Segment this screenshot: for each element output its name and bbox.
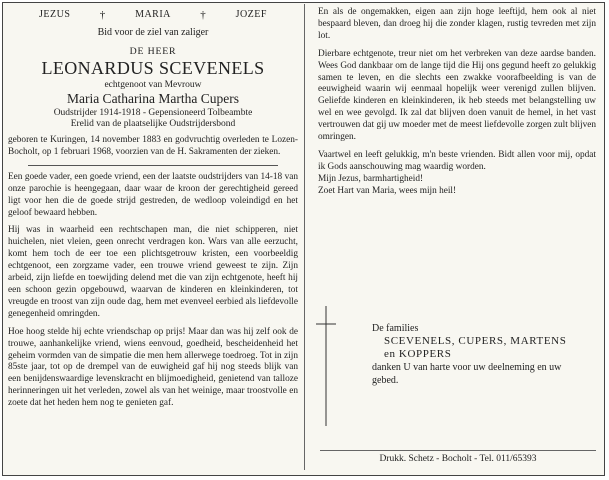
paragraph-1: Een goede vader, een goede vriend, een der laatste oudstrijders van 14-18 van onze parochie is heengegaan, daar waar de kroon der gerechtigheid gereed ligt voor hen die de goede strijd gestreden, de wedloop voleindigd en het geloof bewaard hebben.	[8, 171, 298, 218]
spouse-intro: echtgenoot van Mevrouw	[104, 80, 202, 90]
paragraph-6: Vaartwel en leeft gelukkig, m'n beste vrienden. Bidt allen voor mij, opdat ik Gods aanschouwing mag waardig worden.	[318, 149, 596, 172]
section-rule	[28, 165, 278, 166]
families-block	[372, 322, 572, 387]
thin-cross-icon	[316, 306, 336, 426]
prayer-2: Zoet Hart van Maria, wees mijn heil!	[318, 185, 457, 196]
paragraph-5: Dierbare echtgenote, treur niet om het verbreken van deze aardse banden. Wees God dankbaar om de lange tijd die Hij ons gegund heeft zo gelukkig samen te leven, en die slechts een zwakke voorafbeelding is van de eeuwigheid waarin wij eenmaal hopelijk weer verenigd zullen blijven. Geliefde kinderen en kleinkinderen, ik heb steeds met belangstelling uw wel en wee gevolgd. Ik zal dat blijven doen vanuit de hemel, in het vast vertrouwen dat gij uw moeder met de meest liefdevolle zorgen zult blijven omringen.	[318, 48, 596, 143]
membership: Erelid van de plaatselijke Oudstrijdersbond	[70, 119, 236, 129]
roles: Oudstrijder 1914-1918 - Gepensioneerd Tolbeambte	[53, 108, 253, 118]
header-jezus: JEZUS	[39, 9, 71, 20]
spouse-name: Maria Catharina Martha Cupers	[66, 91, 240, 106]
right-page	[318, 7, 596, 198]
cross-icon: †	[99, 9, 106, 21]
birth-death-text: geboren te Kuringen, 14 november 1883 en godvruchtig overleden te Lozen-Bocholt, op 1 februari 1968, voorzien van de H. Sakramenten der zieken.	[8, 135, 298, 157]
families-line-2: en KOPPERS	[384, 348, 452, 360]
cross-icon: †	[200, 9, 207, 21]
header-names	[39, 9, 267, 21]
families-intro: De families	[372, 323, 419, 334]
printer-line: Drukk. Schetz - Bocholt - Tel. 011/65393	[320, 450, 596, 464]
intro-line: Bid voor de ziel van zaliger	[97, 27, 209, 38]
paragraph-2: Hij was in waarheid een rechtschapen man, die niet schipperen, niet huichelen, niet vleien, geen onrecht verdragen kon. Wars van alle eerzucht, komt hem toch de eer toe een plichtsgetrouw kristen, een voorbeeldig echtgenoot, een zorgzame vader, een trouwe vriend geweest te zijn. Zijn arbeid, zijn liefde en toewijding delend met die van zijn echtgenote, heeft hij een schoon gezin opgebouwd, waarvan de kinderen en kleinkinderen, tot vreugde en troost van zijn oude dag, hem met evenveel eerbied als liefdevolle genegenheid omringden.	[8, 225, 298, 319]
header-maria: MARIA	[135, 9, 171, 20]
title: DE HEER	[129, 46, 177, 57]
fold-divider	[304, 4, 305, 470]
prayer-1: Mijn Jezus, barmhartigheid!	[318, 173, 424, 184]
header-jozef: JOZEF	[235, 9, 267, 20]
deceased-name: LEONARDUS SCEVENELS	[41, 58, 265, 78]
paragraph-3: Hoe hoog stelde hij echte vriendschap op prijs! Maar dan was hij zelf ook de trouwe, aanhankelijke vriend, wiens eenvoud, goedheid, bescheidenheid het geheim vormden van de simpatie die men hem allerwege toedroeg. Tot in zijn 85ste jaar, tot op de drempel van de euwigheid gaf hij nog steeds blijk van een benijdenswaardige levenskracht en blijmoedigheid, genietend van talloze herinneringen uit het verleden, zowel als van het weinige, maar troostvolle en zoete dat het heden hem nog te genieten gaf.	[8, 326, 298, 409]
thanks-text: danken U van harte voor uw deelneming en uw gebed.	[372, 362, 562, 386]
paragraph-4: En als de ongemakken, eigen aan zijn hoge leeftijd, hem ook al niet bespaard bleven, dan droeg hij die zonder klagen, rustig tevreden met zijn lot.	[318, 7, 596, 41]
families-line-1: SCEVENELS, CUPERS, MARTENS	[384, 335, 567, 347]
left-page	[8, 7, 298, 410]
